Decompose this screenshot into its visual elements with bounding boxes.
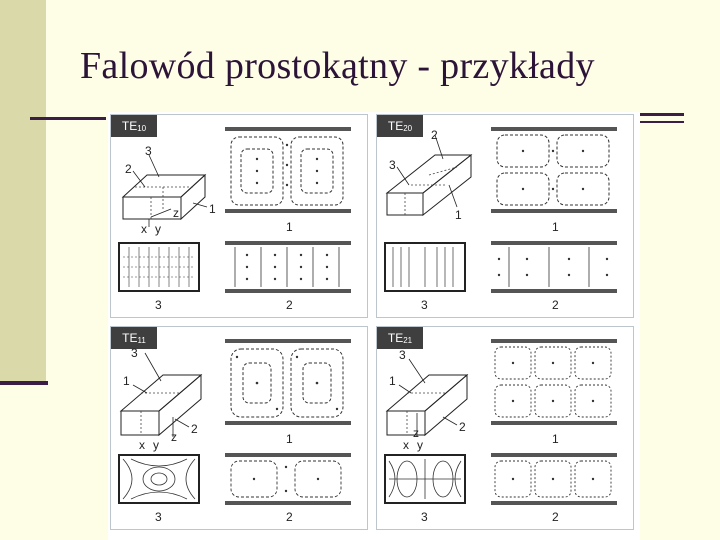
te11-caption-2: 2 [286, 510, 293, 524]
left-decorative-band [0, 0, 46, 384]
te21-caption-2: 2 [552, 510, 559, 524]
te10-caption-1: 1 [286, 220, 293, 234]
te21-label-2: 2 [459, 420, 466, 434]
mode-label-te21: TE21 [377, 327, 423, 349]
te21-label-1: 1 [389, 374, 396, 388]
title-rule-left [30, 117, 106, 120]
te21-caption-3: 3 [421, 510, 428, 524]
te10-label-z: z [173, 206, 179, 220]
te10-caption-3: 3 [155, 298, 162, 312]
te10-label-2: 2 [125, 162, 132, 176]
te10-label-y: y [155, 222, 161, 236]
te11-label-2: 2 [191, 422, 198, 436]
slide-title: Falowód prostokątny - przykłady [80, 45, 595, 87]
te21-label-y: y [417, 438, 423, 452]
te20-label-3: 3 [389, 158, 396, 172]
te11-label-1: 1 [123, 374, 130, 388]
te11-label-y: y [153, 438, 159, 452]
te21-caption-1: 1 [552, 432, 559, 446]
te20-label-1: 1 [455, 208, 462, 222]
te21-label-3: 3 [399, 348, 406, 362]
te20-caption-1: 1 [552, 220, 559, 234]
panel-te11 [110, 326, 368, 530]
te10-label-1: 1 [209, 202, 216, 216]
te10-caption-2: 2 [286, 298, 293, 312]
te11-caption-1: 1 [286, 432, 293, 446]
te21-label-x: x [403, 438, 409, 452]
panel-te20 [376, 114, 634, 318]
mode-label-te20: TE20 [377, 115, 423, 137]
panel-te21 [376, 326, 634, 530]
left-band-underline [0, 381, 48, 385]
te11-label-x: x [139, 438, 145, 452]
te11-label-3: 3 [131, 346, 138, 360]
te11-label-z: z [171, 430, 177, 444]
waveguide-modes-figure [108, 112, 640, 540]
te10-label-x: x [141, 222, 147, 236]
te10-label-3: 3 [145, 144, 152, 158]
te11-caption-3: 3 [155, 510, 162, 524]
te20-caption-2: 2 [552, 298, 559, 312]
te20-drawing [377, 115, 633, 317]
te21-label-z: z [413, 426, 419, 440]
te20-label-2: 2 [431, 128, 438, 142]
mode-label-te10: TE10 [111, 115, 157, 137]
panel-te10 [110, 114, 368, 318]
te11-drawing [111, 327, 367, 529]
te20-caption-3: 3 [421, 298, 428, 312]
mode-label-te11: TE11 [111, 327, 157, 349]
